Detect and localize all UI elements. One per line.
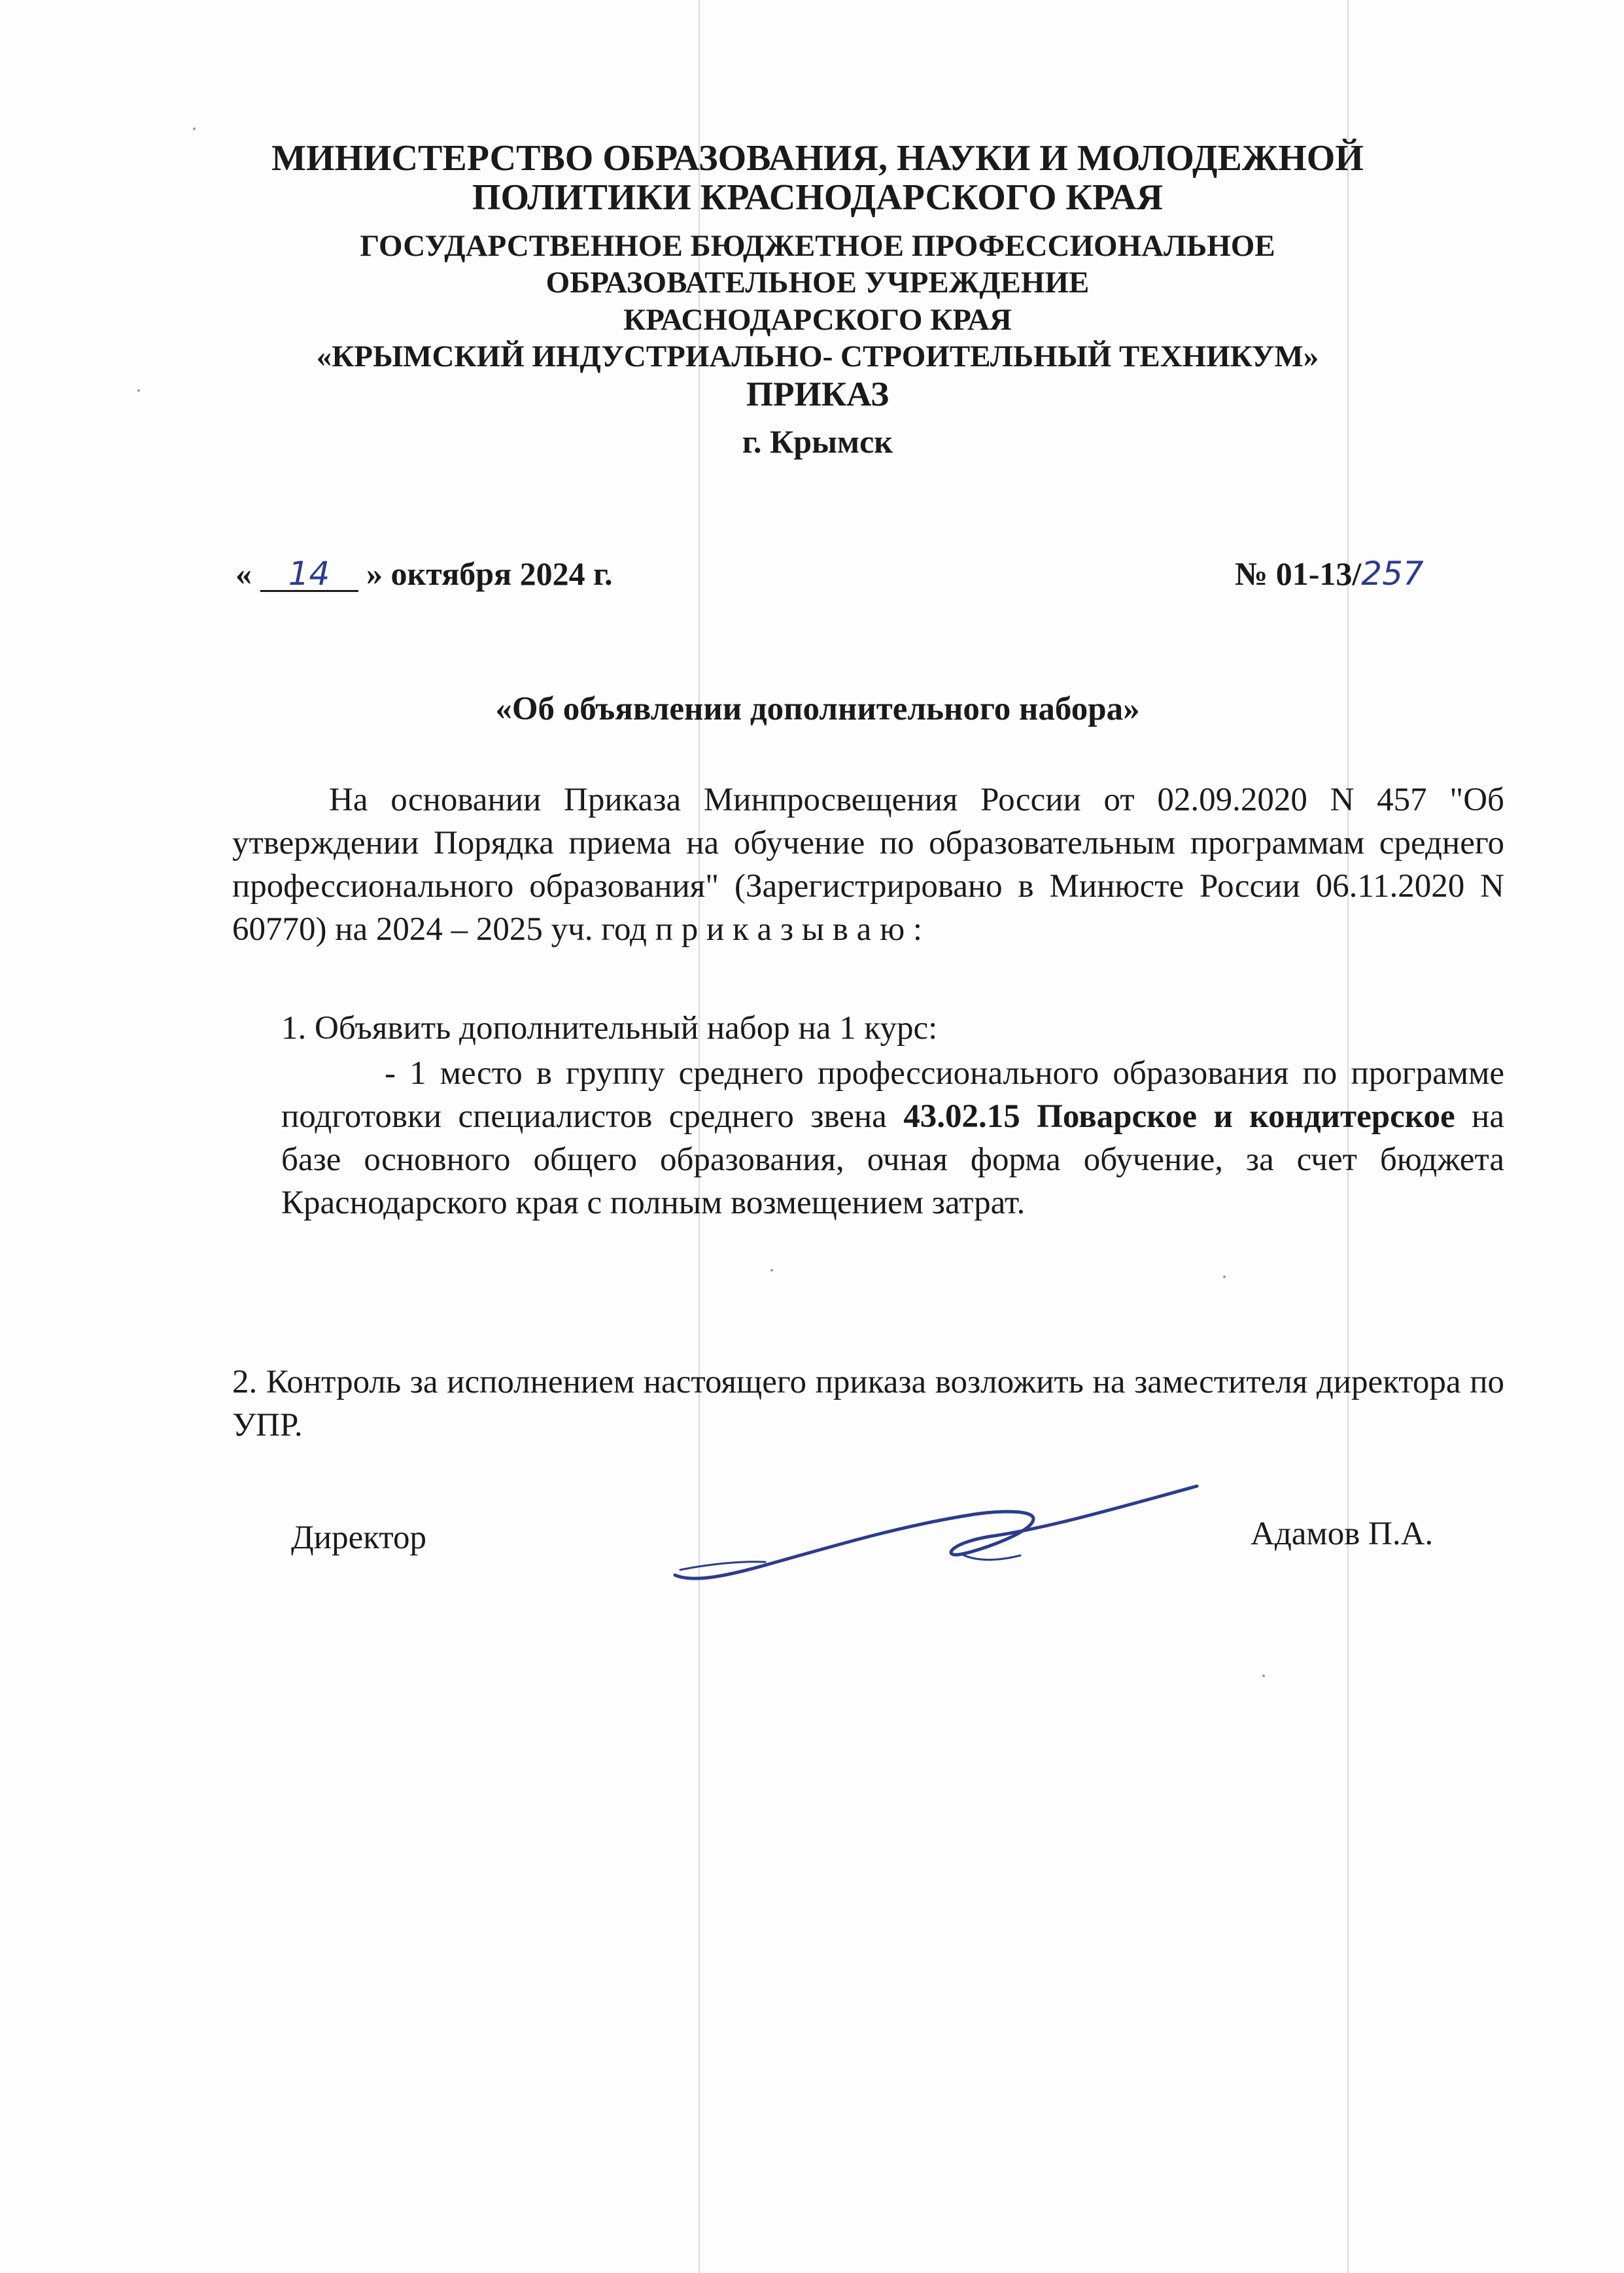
order-date	[235, 555, 613, 593]
item-1-text-before: - 1 место в группу среднего профессионального образования по программе подготовки специалистов среднего звена	[281, 1055, 1504, 1135]
institution-line-2: ОБРАЗОВАТЕЛЬНОЕ УЧРЕЖДЕНИЕ	[545, 266, 1090, 300]
program-name: 43.02.15 Поварское и кондитерское	[903, 1098, 1455, 1135]
signatory-title: Директор	[291, 1519, 426, 1556]
handwritten-signature	[667, 1478, 1210, 1589]
document-type: ПРИКАЗ	[746, 375, 890, 413]
item-1-title: 1. Объявить дополнительный набор на 1 курс:	[281, 1010, 938, 1047]
date-day-handwritten: 14	[260, 557, 358, 592]
institution-line-3: КРАСНОДАРСКОГО КРАЯ	[623, 302, 1012, 337]
scan-speck	[1262, 1674, 1265, 1677]
institution-heading	[196, 228, 1439, 375]
scan-speck	[137, 389, 140, 392]
institution-line-4: «КРЫМСКИЙ ИНДУСТРИАЛЬНО- СТРОИТЕЛЬНЫЙ ТЕХНИКУМ»	[316, 339, 1319, 374]
scan-speck	[193, 128, 196, 130]
order-number	[1235, 555, 1424, 593]
signatory-name: Адамов П.А.	[1251, 1516, 1434, 1552]
order-number-prefix: № 01-13/	[1235, 555, 1362, 592]
order-number-handwritten: 257	[1361, 555, 1424, 593]
ministry-line-2: ПОЛИТИКИ КРАСНОДАРСКОГО КРАЯ	[472, 177, 1164, 218]
date-rest: » октября 2024 г.	[366, 555, 613, 592]
institution-line-1: ГОСУДАРСТВЕННОЕ БЮДЖЕТНОЕ ПРОФЕССИОНАЛЬНОЕ	[360, 229, 1275, 263]
item-1-paragraph	[281, 1052, 1504, 1224]
item-1-text-after: на базе основного общего образования, очная форма обучение, за счет бюджета Краснодарского края с полным возмещением затрат.	[281, 1098, 1504, 1221]
city: г. Крымск	[742, 423, 893, 460]
scan-speck	[1223, 1275, 1226, 1278]
scan-speck	[770, 1269, 773, 1272]
basis-paragraph: На основании Приказа Минпросвещения России от 02.09.2020 N 457 "Об утверждении Порядка приема на обучение по образовательным программам среднего профессионального образования" (Зарегистрировано в Минюсте России 06.11.2020 N 60770) на 2024 – 2025 уч. год п р и к а з ы в а ю :	[232, 782, 1504, 948]
date-open-quote: «	[235, 555, 252, 592]
item-2-paragraph: 2. Контроль за исполнением настоящего приказа возложить на заместителя директора по УПР.	[232, 1364, 1504, 1444]
ministry-line-1: МИНИСТЕРСТВО ОБРАЗОВАНИЯ, НАУКИ И МОЛОДЕЖНОЙ	[271, 138, 1364, 179]
order-subject: «Об объявлении дополнительного набора»	[495, 691, 1140, 727]
ministry-heading	[196, 139, 1439, 218]
